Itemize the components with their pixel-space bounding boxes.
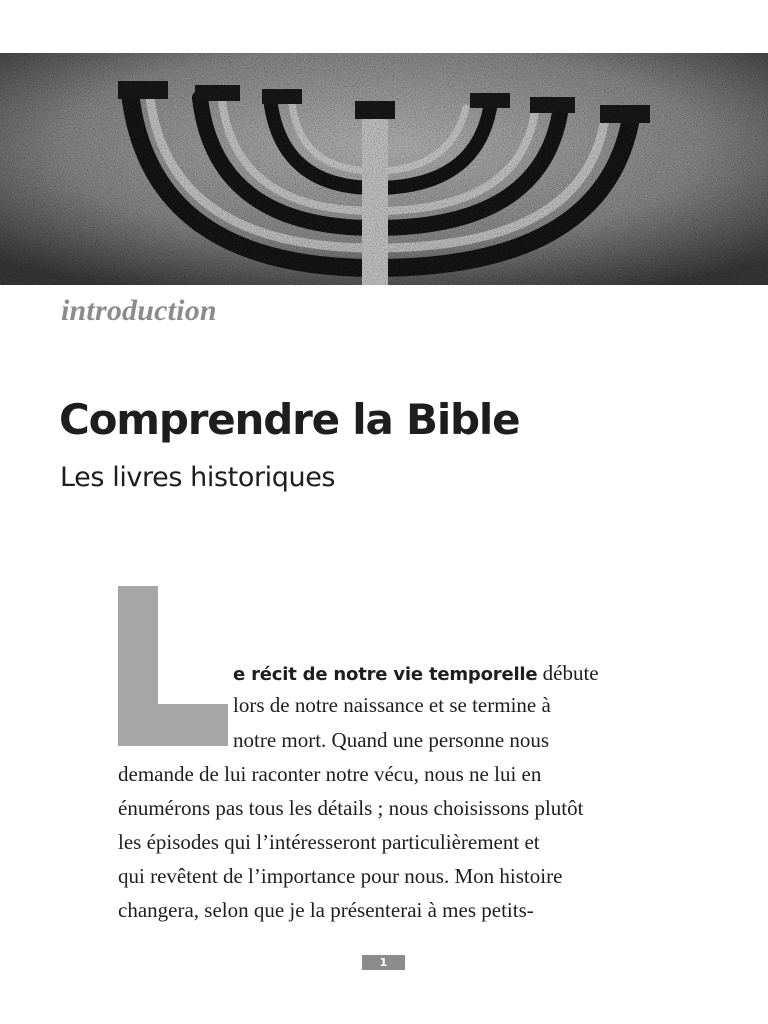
paragraph-line-8: changera, selon que je la présenterai à mes petits-	[118, 898, 534, 922]
paragraph-line-6: les épisodes qui l’intéresseront particulièrement et	[118, 830, 540, 854]
paragraph-line-4: demande de lui raconter notre vécu, nous ne lui en	[118, 762, 542, 786]
paragraph-line-1	[233, 656, 599, 690]
header-banner-image	[0, 53, 768, 285]
page-number: 1	[362, 955, 405, 970]
section-label: introduction	[61, 294, 217, 327]
dropcap-letter	[118, 586, 228, 746]
paragraph-line-5: énumérons pas tous les détails ; nous choisissons plutôt	[118, 796, 584, 820]
paragraph-line-2: lors de notre naissance et se termine à	[233, 693, 551, 717]
page-title: Comprendre la Bible	[59, 395, 520, 444]
paragraph-line-7: qui revêtent de l’importance pour nous. Mon histoire	[118, 864, 563, 888]
paragraph-line-3: notre mort. Quand une personne nous	[233, 728, 550, 752]
page-subtitle: Les livres historiques	[60, 462, 336, 493]
line-1-rest: débute	[537, 661, 599, 685]
menorah-relief-image	[0, 53, 768, 285]
lead-in-text: e récit de notre vie temporelle	[233, 664, 538, 685]
